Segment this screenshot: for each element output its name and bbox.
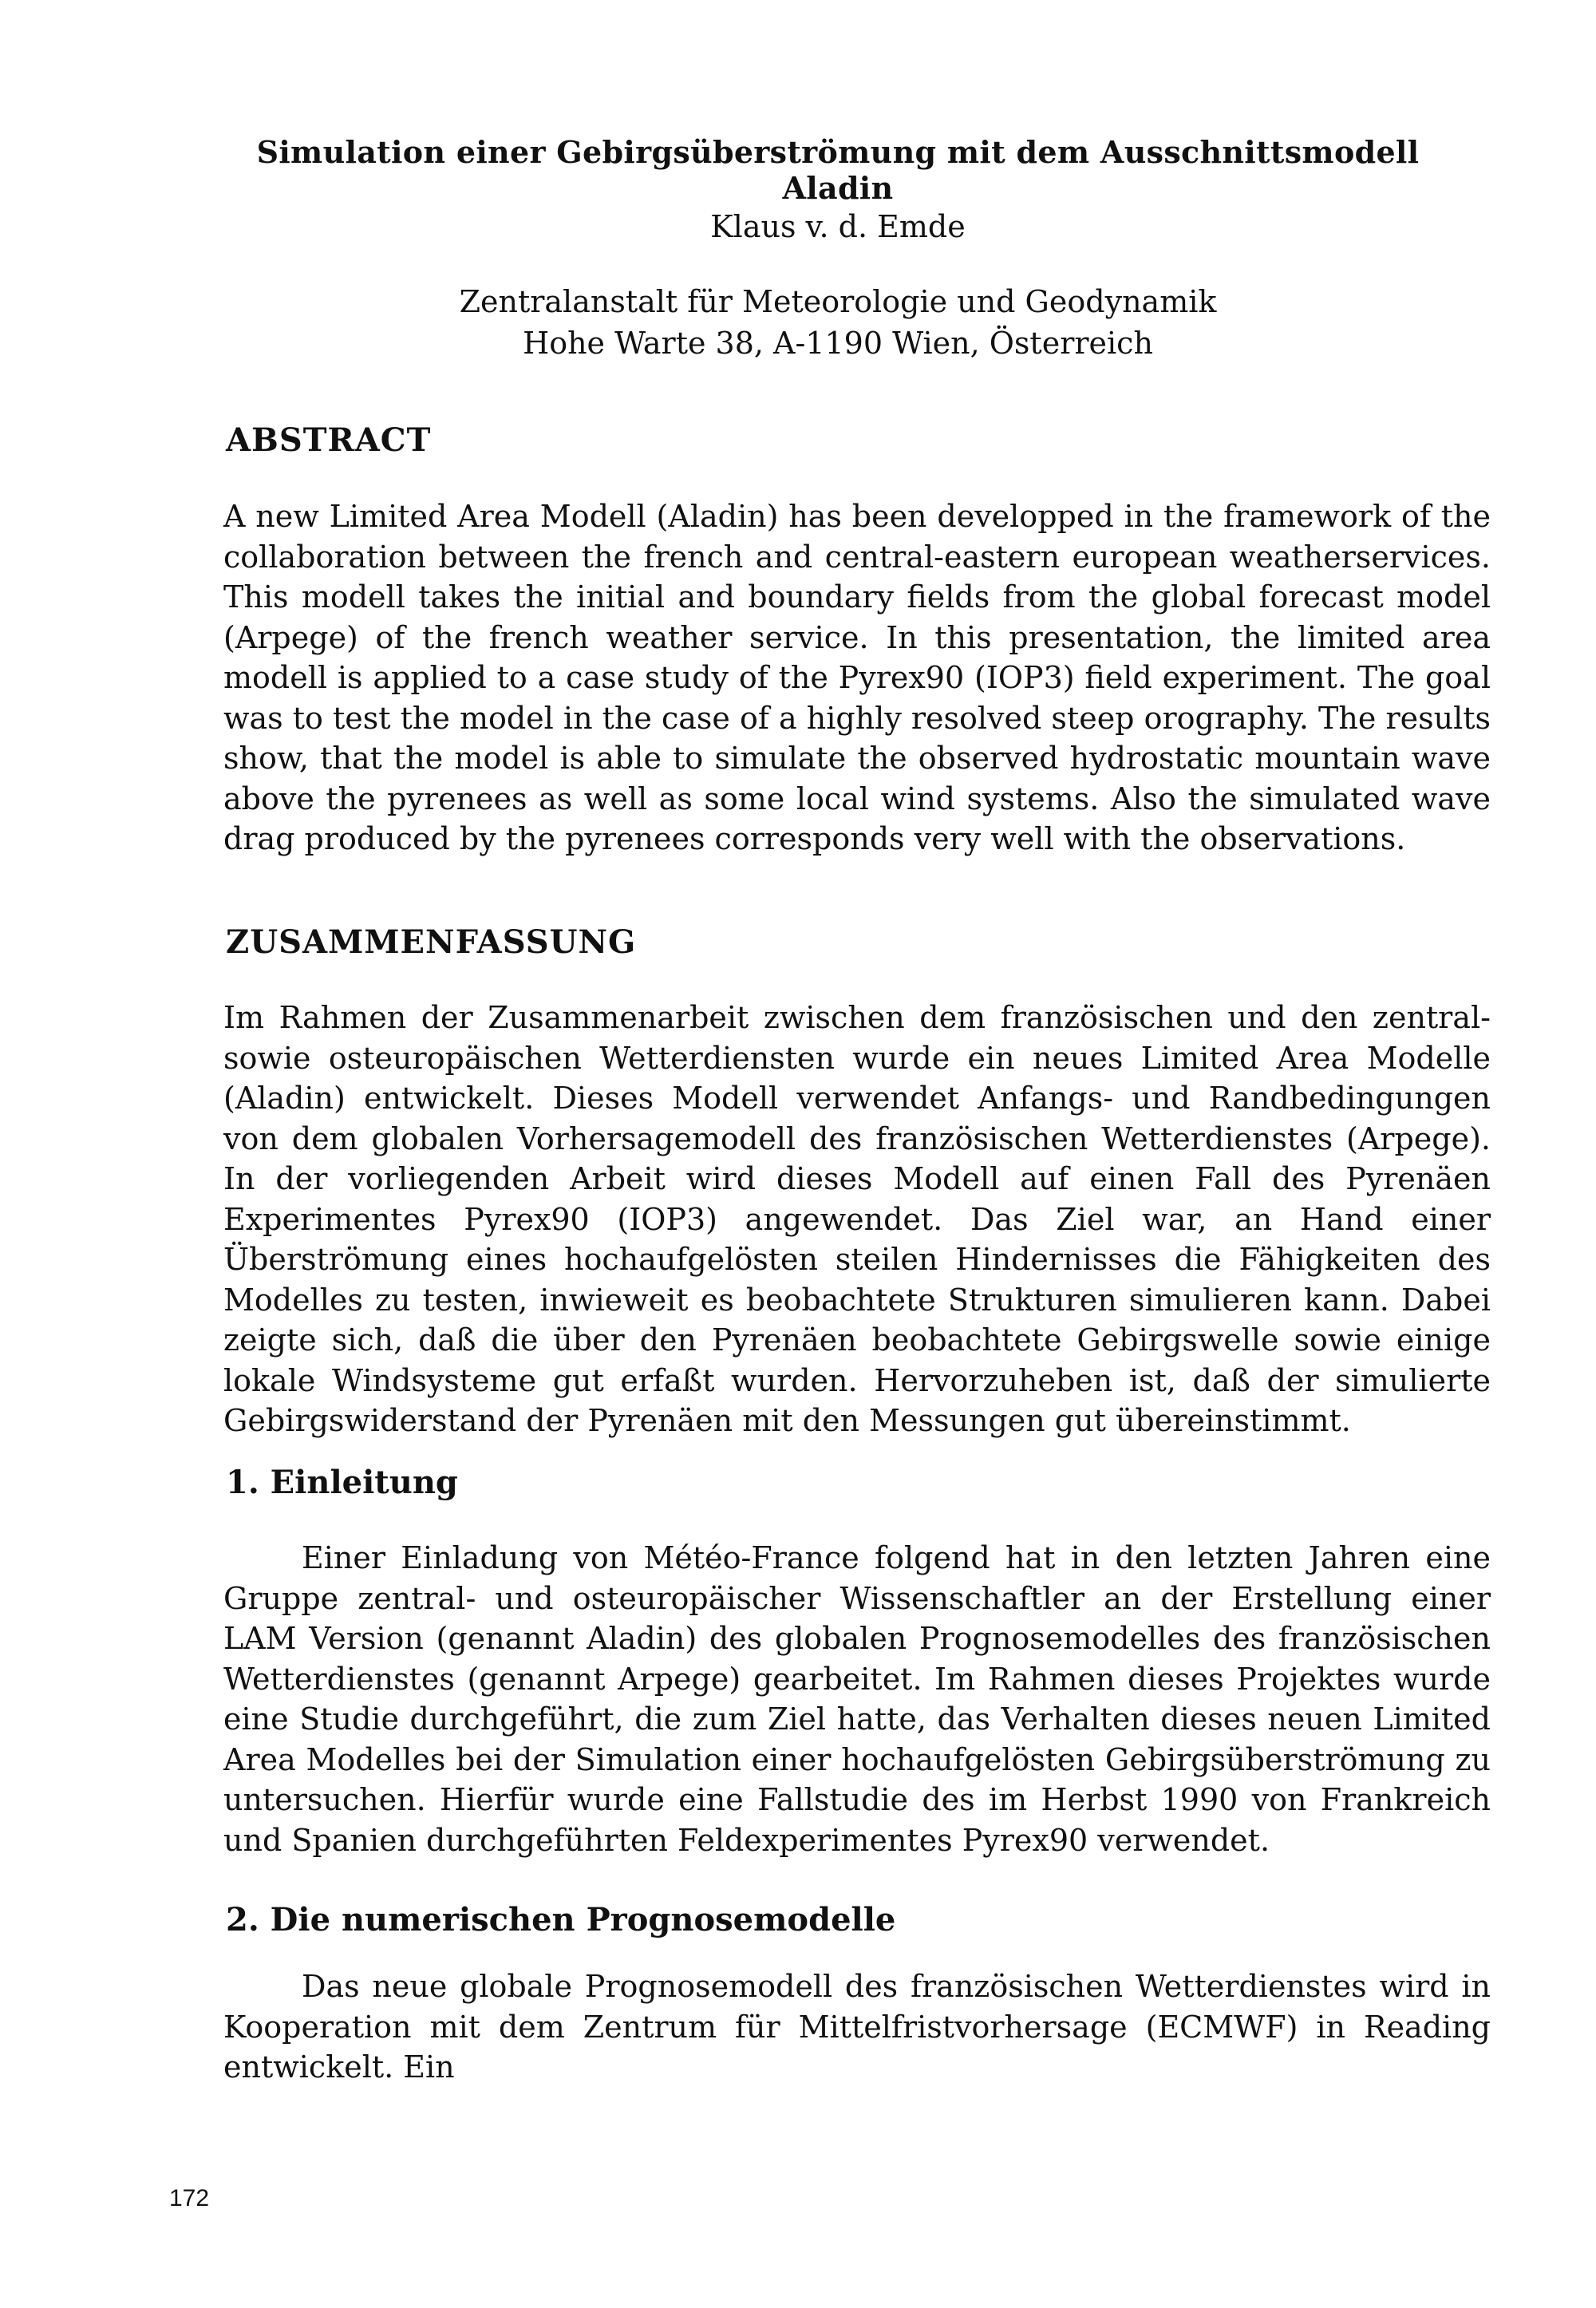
abstract-text: A new Limited Area Modell (Aladin) has been developped in the framework of the collaboration between the french and central-eastern european weatherservices. This modell takes the initial and boundary fields from the global forecast model (Arpege) of the french weather service. In this presentation, the limited area modell is applied to a case study of the Pyrex90 (IOP3) field experiment. The goal was to test the model in the case of a highly resolved steep orography. The results show, that the model is able to simulate the observed hydrostatic mountain wave above the pyrenees as well as some local wind systems. Also the simulated wave drag produced by the pyrenees corresponds very well with the observations. xyxy=(223,499,1491,856)
paper-title: Simulation einer Gebirgsüberströmung mit dem Ausschnittsmodell Aladin xyxy=(256,134,1420,206)
author-name: Klaus v. d. Emde xyxy=(710,209,966,244)
section-1-text: Einer Einladung von Météo-France folgend hat in den letzten Jahren eine Gruppe zentral- und osteuropäischer Wissenschaftler an der Erstellung einer LAM Version (genannt Aladin) des globalen Prognosemodelles des französischen Wetterdienstes (genannt Arpege) gearbeitet. Im Rahmen dieses Projektes wurde eine Studie durchgeführt, die zum Ziel hatte, das Verhalten dieses neuen Limited Area Modelles bei der Simulation einer hochaufgelösten Gebirgsüberströmung zu untersuchen. Hierfür wurde eine Fallstudie des im Herbst 1990 von Frankreich und Spanien durchgeführten Feldexperimentes Pyrex90 verwendet. xyxy=(223,1540,1491,1858)
zusammenfassung-heading: ZUSAMMENFASSUNG xyxy=(226,923,637,961)
affiliation xyxy=(439,281,1237,364)
page-number: 172 xyxy=(169,2185,210,2211)
zusammenfassung-text: Im Rahmen der Zusammenarbeit zwischen dem französischen und den zentral- sowie osteuropäischen Wetterdiensten wurde ein neues Limited Area Modelle (Aladin) entwickelt. Dieses Modell verwendet Anfangs- und Randbedingungen von dem globalen Vorhersagemodell des französischen Wetterdienstes (Arpege). In der vorliegenden Arbeit wird dieses Modell auf einen Fall des Pyrenäen Experimentes Pyrex90 (IOP3) angewendet. Das Ziel war, an Hand einer Überströmung eines hochaufgelösten steilen Hindernisses die Fähigkeiten des Modelles zu testen, inwieweit es beobachtete Strukturen simulieren kann. Dabei zeigte sich, daß die über den Pyrenäen beobachtete Gebirgswelle sowie einige lokale Windsysteme gut erfaßt wurden. Hervorzuheben ist, daß der simulierte Gebirgswiderstand der Pyrenäen mit den Messungen gut übereinstimmt. xyxy=(223,1000,1491,1438)
abstract-heading: ABSTRACT xyxy=(226,421,432,459)
affiliation-line-1: Zentralanstalt für Meteorologie und Geodynamik xyxy=(459,284,1217,319)
section-2-text: Das neue globale Prognosemodell des französischen Wetterdienstes wird in Kooperation mit dem Zentrum für Mittelfristvorhersage (ECMWF) in Reading entwickelt. Ein xyxy=(223,1969,1491,2085)
section-1-heading: 1. Einleitung xyxy=(226,1464,458,1501)
section-2-heading: 2. Die numerischen Prognosemodelle xyxy=(226,1901,896,1938)
affiliation-line-2: Hohe Warte 38, A-1190 Wien, Österreich xyxy=(523,326,1153,361)
